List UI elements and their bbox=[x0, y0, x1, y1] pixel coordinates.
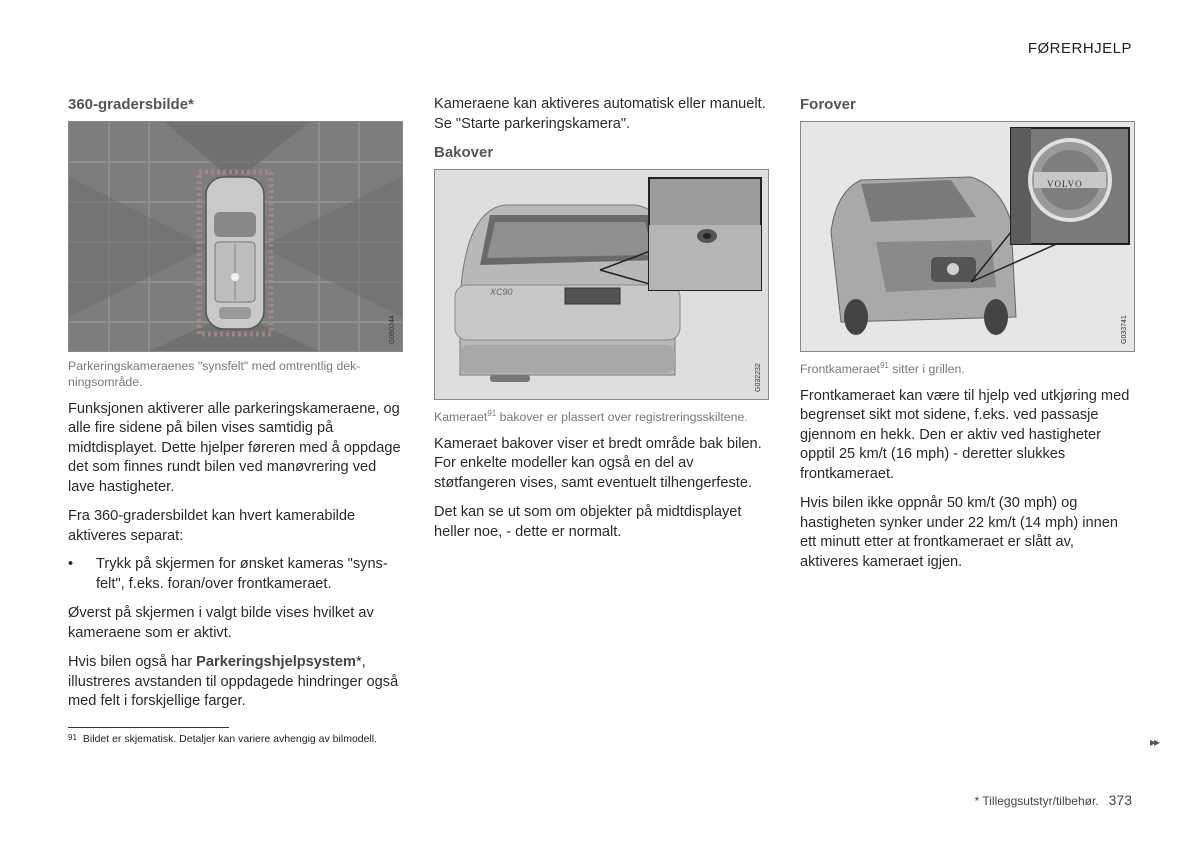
footnote-ref[interactable]: 91 bbox=[487, 408, 497, 418]
list-item bbox=[68, 555, 401, 594]
front-car-illustration bbox=[801, 122, 1134, 351]
caption-text: sitter i grillen. bbox=[888, 361, 965, 376]
heading-rear: Bakover bbox=[434, 144, 494, 161]
page-number: 373 bbox=[1108, 792, 1132, 808]
paragraph: Hvis bilen ikke oppnår 50 km/t (30 mph) og hastigheten synker under 22 km/t (14 mph) innen ett minutt etter at frontkameraet er slått av, aktiveres kameraet igjen. bbox=[800, 495, 1118, 570]
heading-360-view: 360-gradersbilde* bbox=[68, 96, 194, 113]
caption-text: Frontkameraet bbox=[800, 361, 880, 376]
list-item-text: Trykk på skjermen for ønsket kameras "synsfelt", f.eks. foran/over frontkameraet. bbox=[96, 556, 388, 592]
column-front-camera bbox=[800, 95, 1133, 572]
paragraph: Funksjonen aktiverer alle parkeringskameraene, og alle fire sidene på bilen vises samtidig på midtdisplayet. Dette hjelper føreren med å oppdage det som finnes rundt bilen ved manøvrering ved lave hastigheter. bbox=[68, 400, 401, 495]
paragraph: Fra 360-gradersbildet kan hvert kamerabilde aktiveres separat: bbox=[68, 508, 356, 544]
page-footer bbox=[975, 792, 1132, 808]
paragraph-text: *, illustreres avstanden til oppdagede hindringer også med felt i forskjellige farger. bbox=[68, 654, 399, 709]
link-term[interactable]: Parkeringshjelpsystem bbox=[196, 654, 356, 670]
paragraph: Det kan se ut som om objekter på midtdisplayet heller noe, - dette er normalt. bbox=[434, 504, 742, 540]
figure-id-rear: G032232 bbox=[755, 362, 762, 392]
paragraph: Frontkameraet kan være til hjelp ved utkjøring med begrenset sikt mot sidene, f.eks. ved passasje gjennom en hekk. Den er aktiv ved hastigheter opptil 25 km/t (16 mph) - deretter slukkes frontkameraet. bbox=[800, 387, 1130, 482]
paragraph-text: Hvis bilen også har bbox=[68, 654, 197, 670]
caption-text: Kameraet bbox=[434, 409, 488, 424]
paragraph bbox=[68, 653, 401, 712]
next-page-icon[interactable]: ▸▸ bbox=[1150, 735, 1159, 749]
caption-rear bbox=[434, 406, 767, 425]
figure-rear-camera bbox=[434, 169, 769, 400]
footnote-text: Bildet er skjematisk. Detaljer kan variere avhengig av bilmodell. bbox=[82, 733, 378, 745]
plate-text: XC90 bbox=[490, 286, 513, 297]
bullet-icon: • bbox=[68, 556, 74, 572]
column-rear-camera bbox=[434, 95, 767, 542]
volvo-badge-text: VOLVO bbox=[1047, 178, 1083, 189]
footnote-ref[interactable]: 91 bbox=[879, 360, 889, 370]
section-header: FØRERHJELP bbox=[1027, 40, 1132, 57]
paragraph: Øverst på skjermen i valgt bilde vises hvilket av kameraene som er aktivt. bbox=[68, 605, 374, 641]
figure-id-360: G060244 bbox=[389, 314, 396, 344]
footnote-divider bbox=[68, 727, 229, 728]
column-360-view bbox=[68, 95, 401, 712]
intro-paragraph: Kameraene kan aktiveres automatisk eller manuelt. Se "Starte parkeringskamera". bbox=[434, 96, 766, 132]
paragraph: Kameraet bakover viser et bredt område bak bilen. For enkelte modeller kan også en del av støtfangeren vises, samt eventuelt tilhengerfeste. bbox=[434, 435, 762, 491]
rear-car-illustration bbox=[435, 170, 768, 399]
footnote bbox=[68, 733, 377, 745]
360-view-illustration bbox=[69, 122, 402, 351]
caption-360-view: Parkeringskameraenes "synsfelt" med omtrentlig dekningsområde. bbox=[68, 358, 361, 389]
footer-note: * Tilleggsutstyr/tilbehør. bbox=[974, 794, 1099, 808]
caption-text: bakover er plassert over registreringsskiltene. bbox=[496, 409, 748, 424]
figure-360-view bbox=[68, 121, 403, 352]
figure-front-camera bbox=[800, 121, 1135, 352]
footnote-number: 91 bbox=[68, 733, 77, 742]
caption-front bbox=[800, 358, 1133, 377]
heading-front: Forover bbox=[800, 96, 856, 113]
figure-id-front: G033741 bbox=[1121, 314, 1128, 344]
